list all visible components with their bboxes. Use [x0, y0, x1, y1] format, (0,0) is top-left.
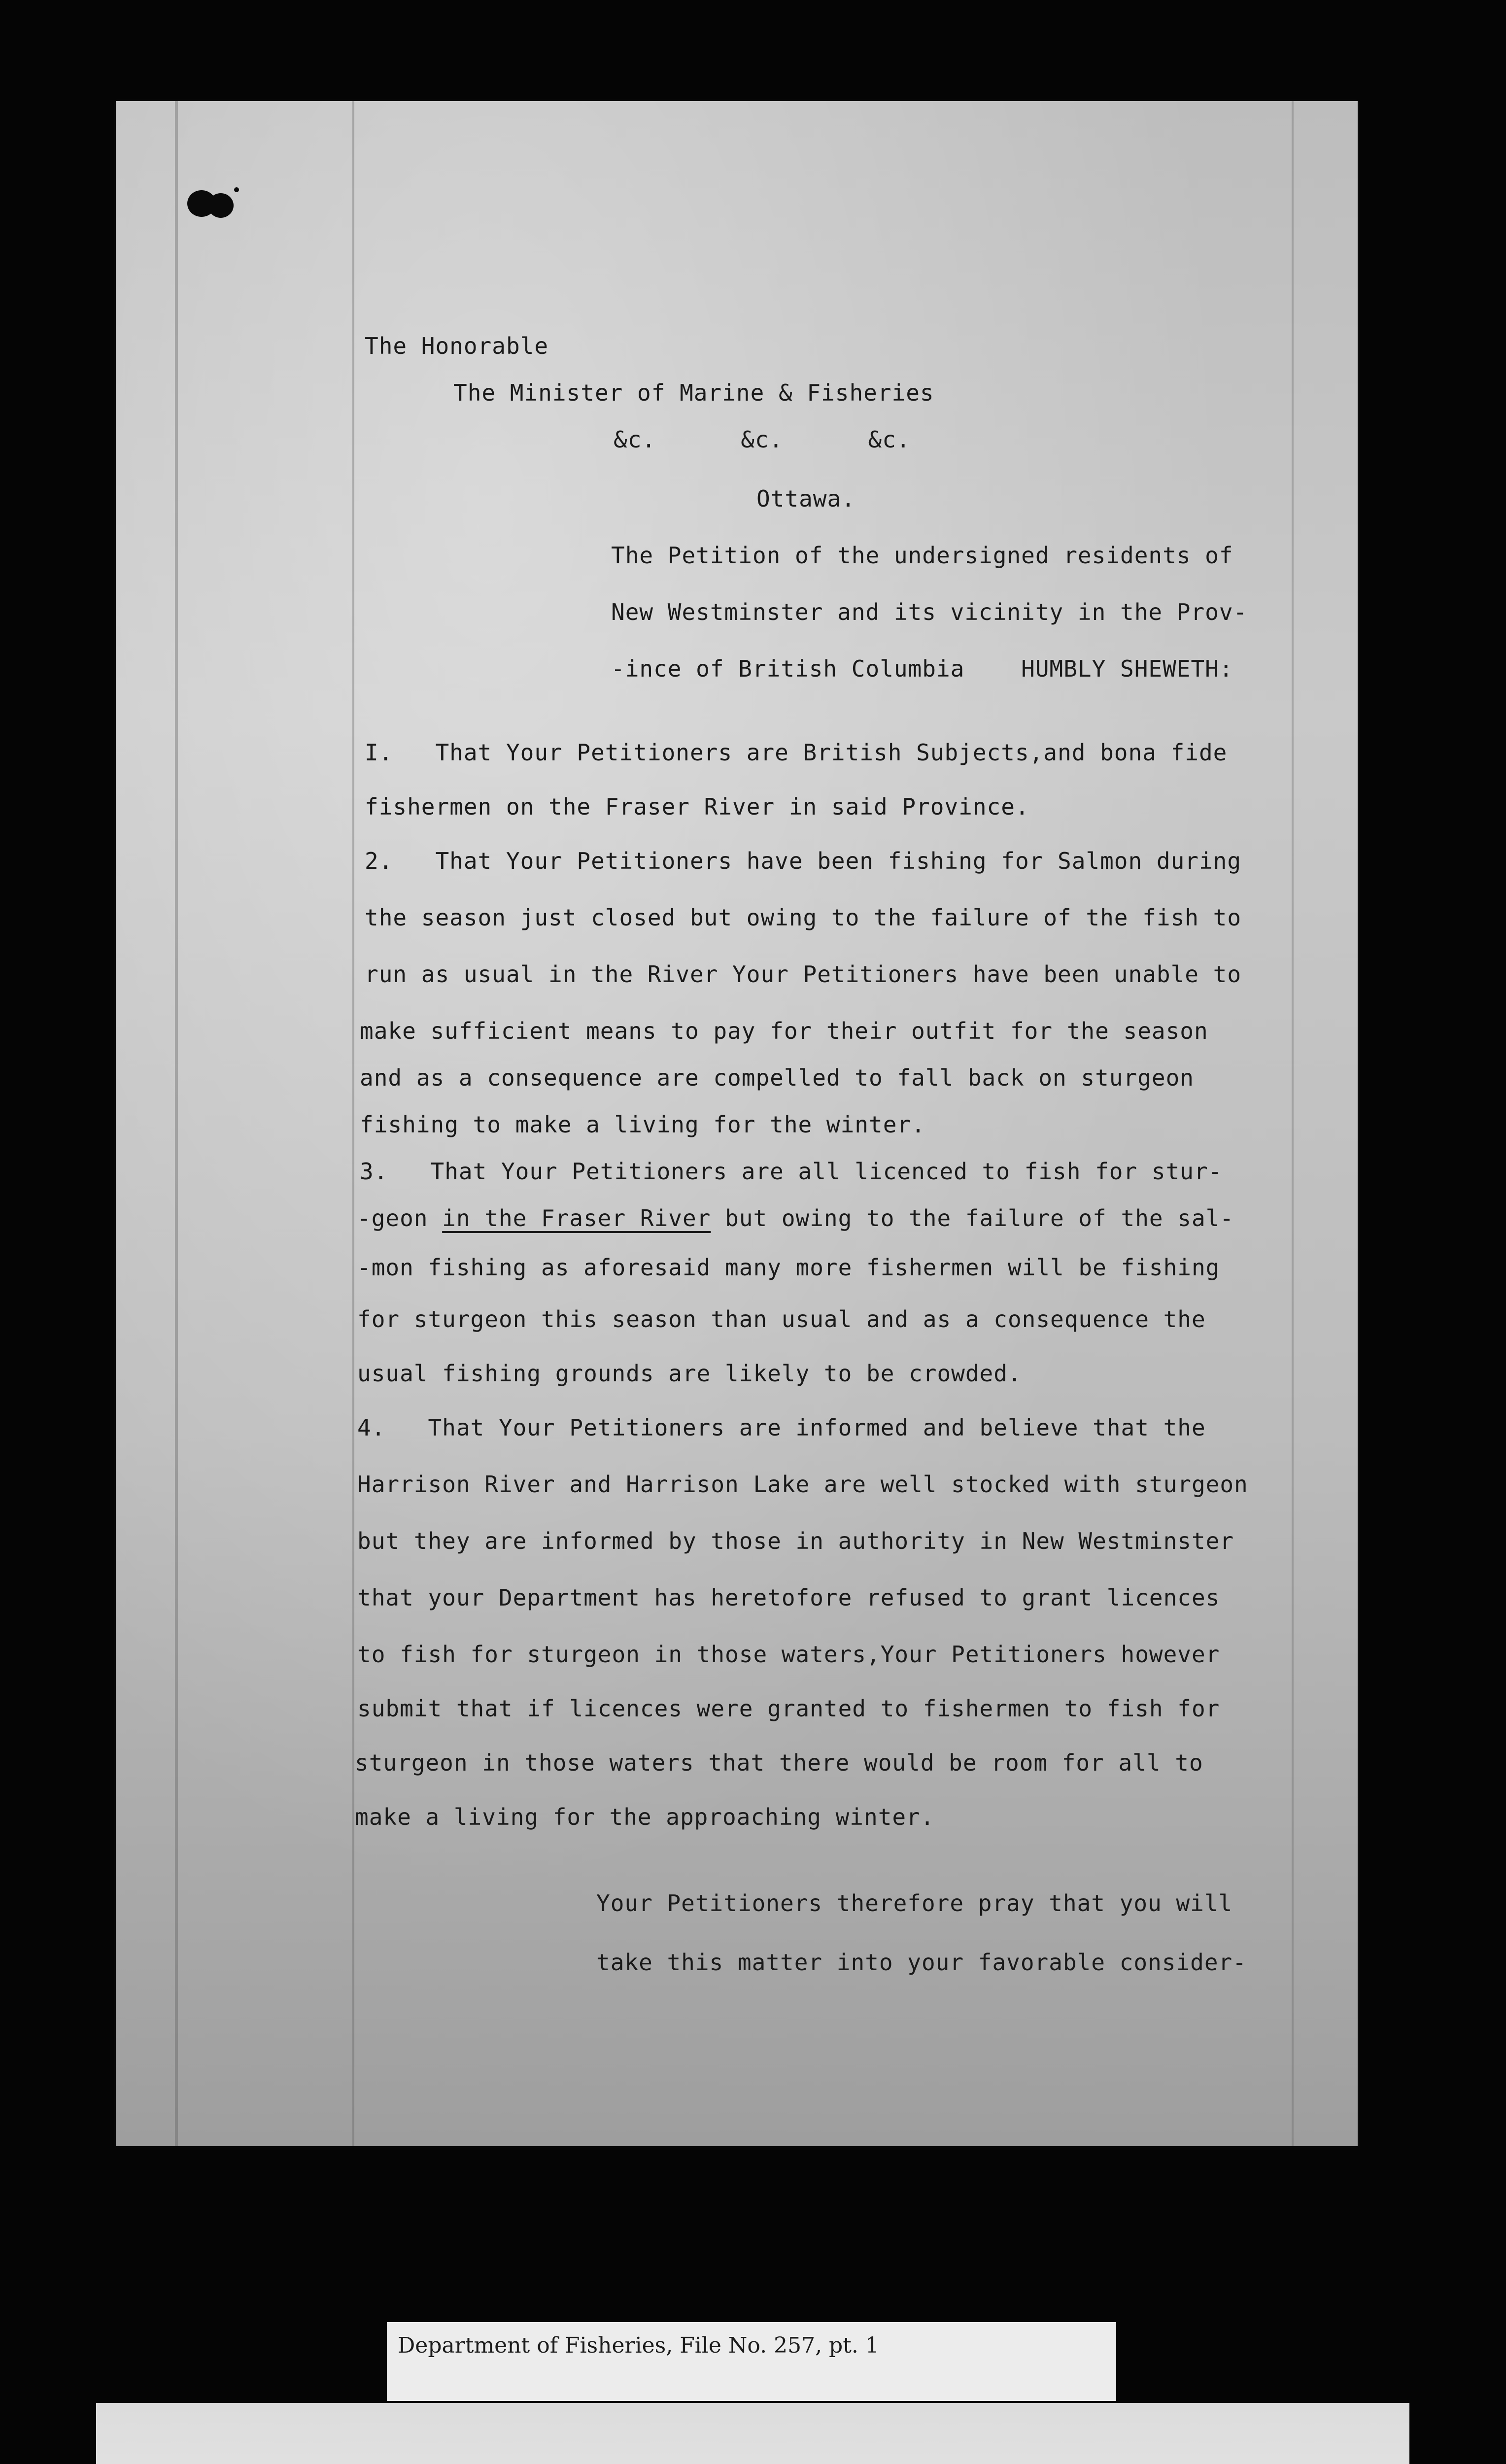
body-line-10-end: but owing to the failure of the sal-: [711, 1205, 1234, 1232]
ink-blot: [187, 187, 241, 222]
intro-line-3: -ince of British Columbia HUMBLY SHEWETH:: [611, 655, 1233, 682]
body-line-3: 2. That Your Petitioners have been fishing for Salmon during: [365, 848, 1242, 874]
body-line-7: and as a consequence are compelled to fall back on sturgeon: [360, 1064, 1194, 1091]
body-line-6: make sufficient means to pay for their outfit for the season: [360, 1018, 1208, 1044]
file-label: [387, 2322, 1116, 2401]
body-line-12: for sturgeon this season than usual and as a consequence the: [357, 1306, 1206, 1333]
body-line-14: 4. That Your Petitioners are informed and believe that the: [357, 1414, 1206, 1441]
body-line-8: fishing to make a living for the winter.: [360, 1111, 925, 1138]
intro-line-1: The Petition of the undersigned residents of: [611, 542, 1233, 569]
closing-line-1: Your Petitioners therefore pray that you will: [596, 1890, 1233, 1916]
body-line-9: 3. That Your Petitioners are all licenced to fish for stur-: [360, 1158, 1223, 1185]
body-line-10: [357, 1205, 1234, 1232]
body-line-13: usual fishing grounds are likely to be crowded.: [357, 1360, 1022, 1387]
body-line-15: Harrison River and Harrison Lake are well stocked with sturgeon: [357, 1471, 1248, 1498]
body-line-20: sturgeon in those waters that there would be room for all to: [355, 1749, 1203, 1776]
salutation-line-2: The Minister of Marine & Fisheries: [453, 379, 934, 406]
file-label-text: Department of Fisheries, File No. 257, pt. 1: [398, 2333, 879, 2358]
body-line-21: make a living for the approaching winter.: [355, 1804, 935, 1830]
archives-stamp: [96, 2403, 1409, 2464]
body-line-2: fishermen on the Fraser River in said Province.: [365, 793, 1029, 820]
body-line-11: -mon fishing as aforesaid many more fishermen will be fishing: [357, 1254, 1220, 1281]
body-line-1: I. That Your Petitioners are British Subjects,and bona fide: [365, 739, 1228, 766]
margin-rule: [1292, 101, 1294, 2146]
salutation-line-4: Ottawa.: [756, 485, 856, 512]
body-line-17: that your Department has heretofore refused to grant licences: [357, 1584, 1220, 1611]
body-line-16: but they are informed by those in authority in New Westminster: [357, 1528, 1234, 1554]
body-line-10-start: -geon: [357, 1205, 443, 1232]
intro-line-2: New Westminster and its vicinity in the Prov-: [611, 599, 1248, 625]
body-line-5: run as usual in the River Your Petitioners have been unable to: [365, 961, 1242, 988]
body-line-19: submit that if licences were granted to fishermen to fish for: [357, 1695, 1220, 1722]
closing-line-2: take this matter into your favorable consider-: [596, 1949, 1247, 1976]
salutation-line-3: &c. &c. &c.: [614, 426, 911, 453]
body-line-18: to fish for sturgeon in those waters,Your Petitioners however: [357, 1641, 1220, 1668]
underlined-phrase: in the Fraser River: [442, 1205, 711, 1232]
salutation-line-1: The Honorable: [365, 333, 549, 359]
body-line-4: the season just closed but owing to the failure of the fish to: [365, 904, 1242, 931]
document-page: [116, 101, 1358, 2146]
